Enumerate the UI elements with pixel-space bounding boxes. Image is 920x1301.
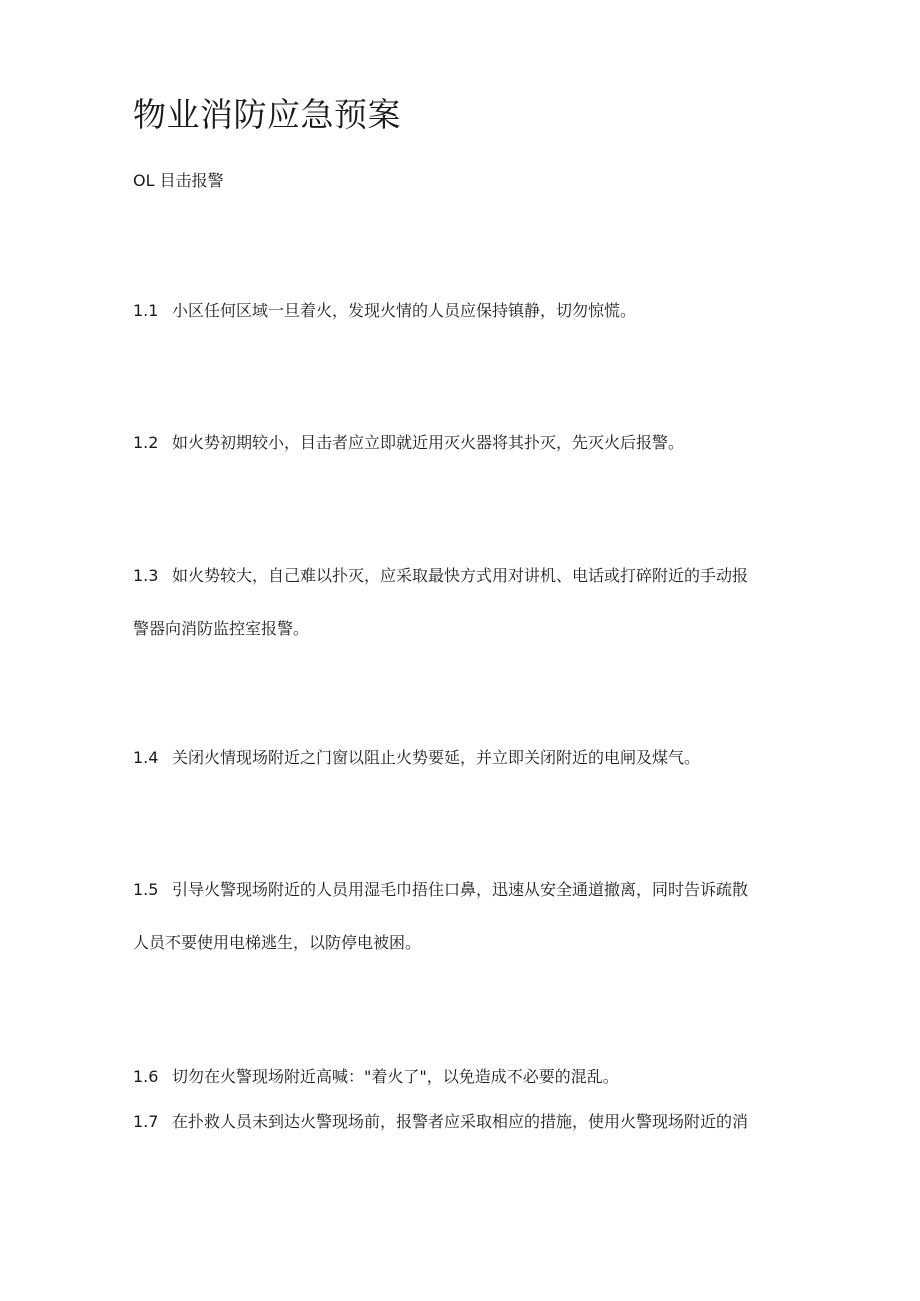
item-number: 1.5 [133, 880, 159, 899]
list-item-1-5 [133, 863, 788, 969]
item-text: 引导火警现场附近的人员用湿毛巾捂住口鼻，迅速从安全通道撤离，同时告诉疏散 [172, 880, 749, 899]
item-number: 1.7 [133, 1112, 159, 1131]
item-line [133, 284, 788, 337]
item-number: 1.6 [133, 1067, 159, 1086]
item-line [133, 731, 788, 784]
item-line-continued: 人员不要使用电梯逃生，以防停电被困。 [133, 933, 422, 952]
list-item-1-3 [133, 549, 788, 655]
item-text: 如火势较大，自己难以扑灭，应采取最快方式用对讲机、电话或打碎附近的手动报 [172, 566, 749, 585]
item-number: 1.4 [133, 748, 159, 767]
item-line-continued: 警器向消防监控室报警。 [133, 619, 310, 638]
item-line [133, 863, 788, 916]
section-heading: OL 目击报警 [133, 171, 224, 190]
item-number: 1.3 [133, 566, 159, 585]
list-item-1-4 [133, 731, 788, 784]
item-text: 小区任何区域一旦着火，发现火情的人员应保持镇静，切勿惊慌。 [172, 301, 637, 320]
item-line [133, 416, 788, 469]
item-text: 在扑救人员未到达火警现场前，报警者应采取相应的措施，使用火警现场附近的消 [172, 1112, 749, 1131]
item-line [133, 1095, 788, 1148]
list-item-1-1 [133, 284, 788, 337]
item-text: 关闭火情现场附近之门窗以阻止火势要延，并立即关闭附近的电闸及煤气。 [172, 748, 701, 767]
item-line [133, 549, 788, 602]
item-text: 切勿在火警现场附近高喊："着火了"，以免造成不必要的混乱。 [172, 1067, 619, 1086]
item-number: 1.2 [133, 433, 159, 452]
item-text: 如火势初期较小，目击者应立即就近用灭火器将其扑灭，先灭火后报警。 [172, 433, 685, 452]
list-item-1-7 [133, 1095, 788, 1148]
item-number: 1.1 [133, 301, 159, 320]
page-title: 物业消防应急预案 [133, 95, 401, 134]
list-item-1-2 [133, 416, 788, 469]
